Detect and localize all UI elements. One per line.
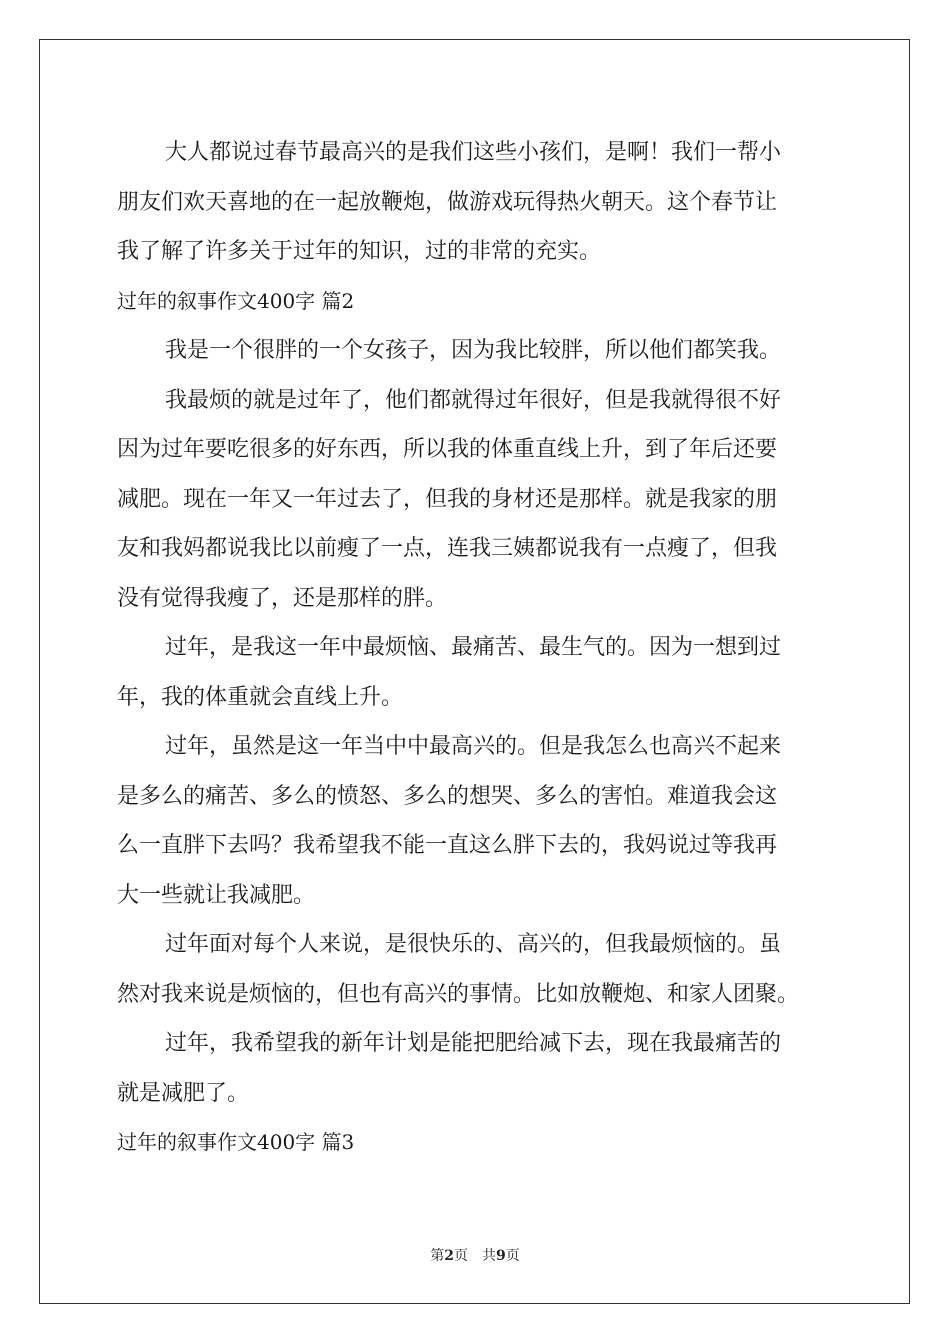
text-line: 然对我来说是烦恼的，但也有高兴的事情。比如放鞭炮、和家人团聚。 [117, 981, 800, 1007]
text-line: 我是一个很胖的一个女孩子，因为我比较胖，所以他们都笑我。 [165, 338, 782, 363]
text-line: 我最烦的就是过年了，他们都就得过年很好，但是我就得很不好 [165, 387, 782, 413]
page-suffix: 页 [454, 1248, 468, 1264]
total-prefix: 共 [482, 1248, 496, 1264]
paragraph [117, 722, 837, 920]
text-line: 是多么的痛苦、多么的愤怒、多么的想哭、多么的害怕。难道我会这 [117, 783, 778, 809]
page-footer [0, 1245, 950, 1265]
paragraph [117, 376, 837, 624]
text-line: 么一直胖下去吗？我希望我不能一直这么胖下去的，我妈说过等我再 [117, 833, 778, 858]
text-line: 年，我的体重就会直线上升。 [117, 684, 404, 710]
current-page-number: 2 [444, 1248, 454, 1264]
paragraph [117, 920, 837, 1019]
text-line: 朋友们欢天喜地的在一起放鞭炮，做游戏玩得热火朝天。这个春节让 [117, 189, 778, 215]
section-heading: 过年的叙事作文400字 篇3 [117, 1130, 355, 1154]
text-line: 过年，是我这一年中最烦恼、最痛苦、最生气的。因为一想到过 [165, 635, 782, 660]
text-line: 过年，虽然是这一年当中中最高兴的。但是我怎么也高兴不起来 [165, 734, 782, 759]
text-line: 没有觉得我瘦了，还是那样的胖。 [117, 585, 448, 611]
text-line: 大人都说过春节最高兴的是我们这些小孩们，是啊！我们一帮小 [165, 140, 782, 165]
section-heading: 过年的叙事作文400字 篇2 [117, 288, 355, 313]
text-line: 过年，我希望我的新年计划是能把肥给减下去，现在我最痛苦的 [165, 1031, 782, 1056]
text-line: 友和我妈都说我比以前瘦了一点，连我三姨都说我有一点瘦了，但我 [117, 536, 778, 561]
text-line: 过年面对每个人来说，是很快乐的、高兴的，但我最烦恼的。虽 [165, 932, 782, 957]
paragraph [117, 128, 837, 277]
text-line: 因为过年要吃很多的好东西，所以我的体重直线上升，到了年后还要 [117, 437, 778, 462]
paragraph [117, 1019, 837, 1118]
text-line: 就是减肥了。 [117, 1080, 250, 1106]
text-line: 我了解了许多关于过年的知识，过的非常的充实。 [117, 239, 602, 264]
document-body [117, 128, 837, 1168]
total-page-number: 9 [496, 1248, 506, 1264]
paragraph [117, 623, 837, 722]
total-suffix: 页 [505, 1248, 520, 1264]
page-prefix: 第 [430, 1248, 445, 1264]
text-line: 减肥。现在一年又一年过去了，但我的身材还是那样。就是我家的朋 [117, 486, 778, 512]
text-line: 大一些就让我减肥。 [117, 882, 316, 908]
paragraph [117, 326, 837, 376]
